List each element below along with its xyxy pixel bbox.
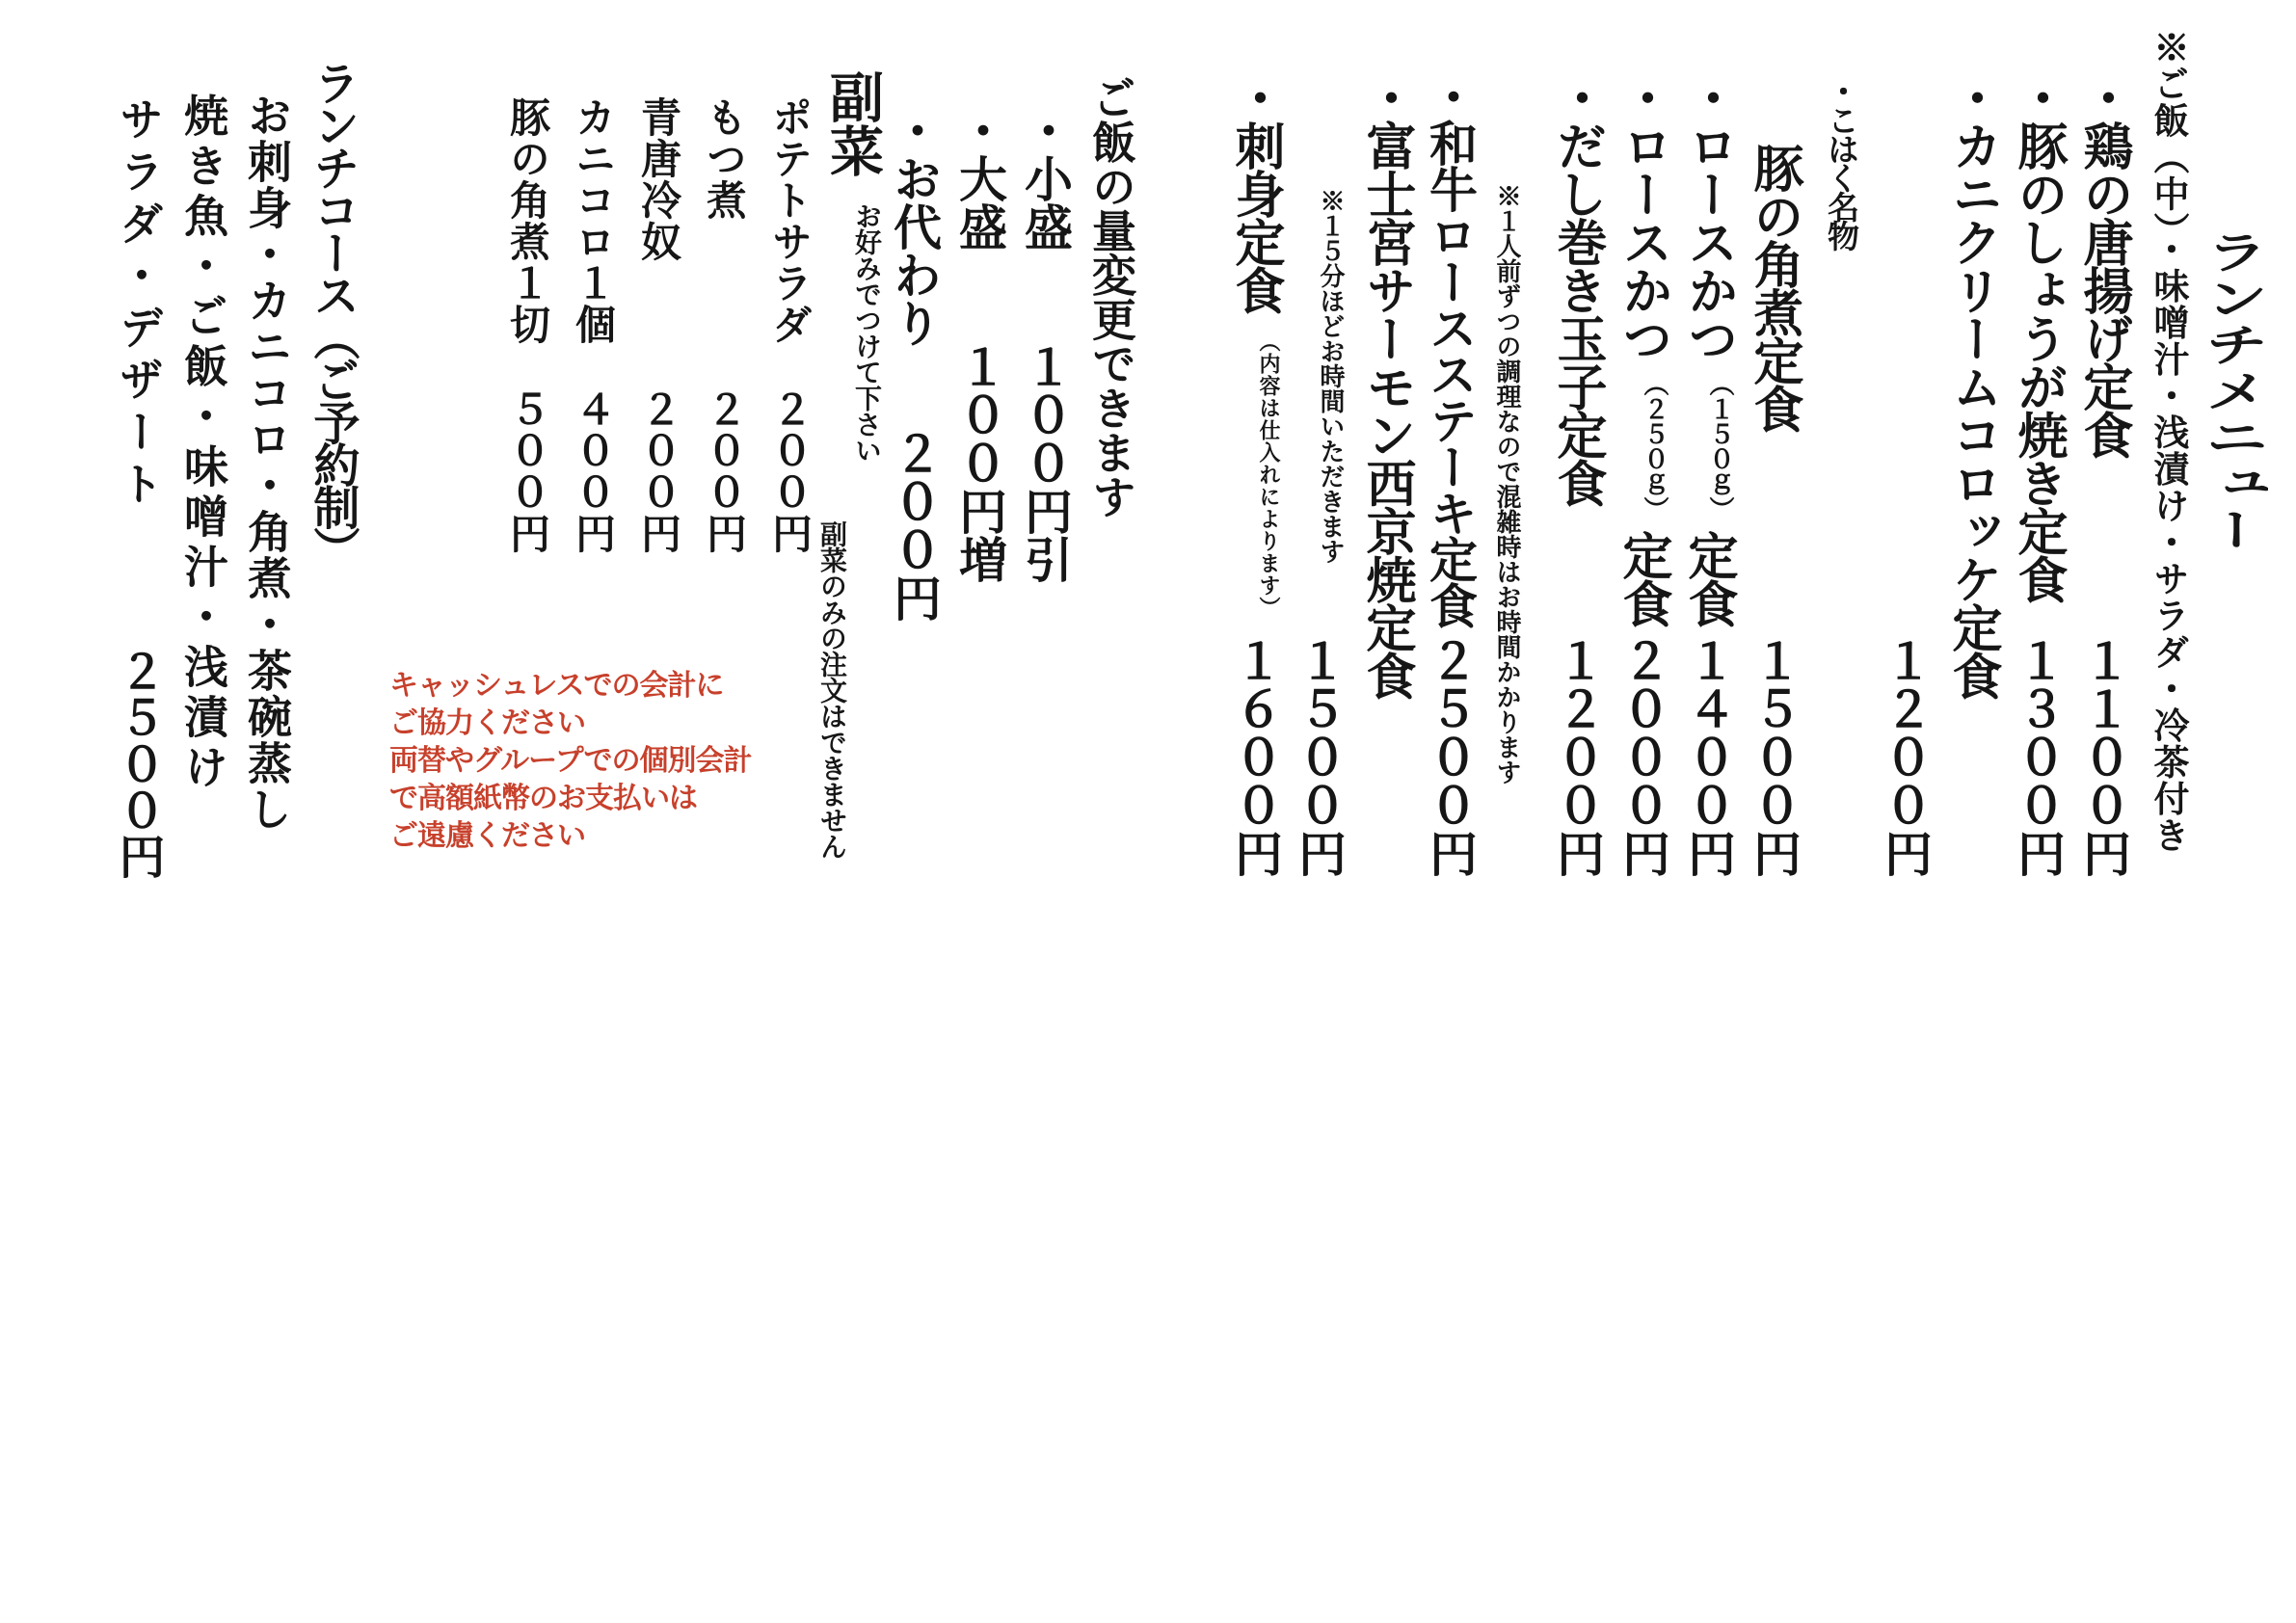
menu-item-loin-katsu-250-suffix: 定食 [1615, 530, 1669, 627]
menu-item-sashimi-note: （内容は仕入れによります） [1257, 331, 1281, 619]
sides-note-line2: 副菜のみの注文はできません [816, 520, 846, 859]
course-contents-line1: お刺身・カニコロ・角煮・茶碗蒸し [242, 93, 291, 833]
rice-option-refill-price: ２００円 [887, 429, 941, 622]
menu-item-karaage [2075, 72, 2130, 877]
menu-item-kakuni-name: 豚の角煮定食 [1746, 143, 1801, 432]
rice-option-small-name: ・小盛 [1018, 106, 1072, 251]
set-includes-note: ※ご飯（中）・味噌汁・浅漬け・サラダ・冷茶付き [2148, 29, 2187, 854]
side-item-potato-salad-price: ２００円 [766, 388, 811, 554]
menu-item-loin-katsu-250-size: （２５０ｇ） [1641, 370, 1669, 521]
menu-item-kakuni-price: １５００円 [1747, 636, 1801, 877]
menu-item-loin-katsu-150 [1680, 72, 1735, 877]
side-item-kakuni-slice [506, 96, 547, 554]
sides-section-header: 副菜 [822, 69, 882, 177]
menu-item-wagyu-steak-price: ２５００円 [1423, 636, 1477, 877]
side-item-aotou-hiyayakko-price: ２００円 [635, 388, 680, 554]
side-item-aotou-hiyayakko [637, 96, 678, 554]
menu-item-loin-katsu-150-suffix: 定食 [1680, 530, 1735, 627]
menu-item-sashimi [1227, 72, 1282, 877]
side-item-motsuni-name: もつ煮 [701, 96, 745, 221]
menu-item-crab-croquette-price: １２００円 [1878, 636, 1932, 877]
menu-item-kakuni [1746, 143, 1801, 877]
cashless-notice-line5: ご遠慮ください [389, 820, 585, 852]
side-item-motsuni [703, 96, 743, 554]
rice-option-small-price: １００円引 [1018, 342, 1072, 583]
cashless-notice-line3: 両替やグループでの個別会計 [389, 745, 752, 777]
menu-item-loin-katsu-150-price: １４００円 [1681, 635, 1735, 877]
menu-item-crab-croquette-name: ・カニクリームコロッケ定食 [1944, 72, 1999, 699]
menu-item-karaage-price: １１００円 [2076, 636, 2130, 877]
side-item-potato-salad [768, 96, 809, 554]
menu-item-loin-katsu-250-price: ２０００円 [1615, 635, 1669, 877]
menu-item-loin-katsu-250-name: ・ロースかつ [1615, 72, 1669, 361]
side-item-potato-salad-name: ポテトサラダ [766, 96, 811, 345]
cashless-notice [389, 667, 752, 855]
course-contents-and-price [112, 96, 163, 879]
menu-item-dashimaki-name: ・だし巻き玉子定食 [1549, 72, 1604, 506]
sides-note-line1: お好みでつけて下さい [851, 202, 881, 463]
side-item-aotou-hiyayakko-name: 青唐冷奴 [635, 96, 680, 262]
course-contents-line2: 焼き魚・ご飯・味噌汁・浅漬け [178, 93, 227, 794]
menu-item-loin-katsu-250 [1616, 72, 1667, 877]
side-item-kanikoro-name: カニコロ１個 [570, 96, 614, 345]
rice-option-refill [887, 106, 941, 622]
page-title: ランチメニュー [2196, 229, 2268, 553]
menu-item-shogayaki-price: １３００円 [2011, 636, 2065, 877]
rice-section-header: ご飯の量変更できます [1086, 75, 1135, 519]
menu-item-sashimi-name: ・刺身定食 [1227, 72, 1282, 313]
menu-item-dashimaki-price: １２００円 [1550, 636, 1604, 877]
cashless-notice-line4: で高額紙幣のお支払いは [389, 783, 697, 814]
menu-item-loin-katsu-150-name: ・ロースかつ [1680, 72, 1735, 361]
preparation-note: ※１人前ずつの調理なので混雑時はお時間かかります [1493, 183, 1521, 785]
side-item-motsuni-price: ２００円 [701, 388, 745, 554]
rice-option-small [1018, 106, 1072, 583]
rice-option-large [952, 106, 1006, 583]
specialty-header: ・こはく名物 [1823, 75, 1857, 249]
course-contents-line3: サラダ・デザート [114, 96, 163, 513]
rice-option-refill-name: ・お代わり [887, 106, 941, 347]
rice-option-large-name: ・大盛 [952, 106, 1006, 251]
menu-item-wagyu-steak-name: ・和牛ロースステーキ定食 [1423, 72, 1477, 627]
menu-item-salmon-saikyo-price: １５００円 [1292, 636, 1346, 877]
side-item-kanikoro-price: ４００円 [570, 388, 614, 554]
course-price: ２５００円 [112, 648, 163, 879]
rice-option-large-price: １００円増 [952, 342, 1006, 583]
salmon-note-and-price [1292, 188, 1346, 877]
cashless-notice-line2: ご協力ください [389, 707, 585, 739]
menu-item-karaage-name: ・鶏の唐揚げ定食 [2075, 72, 2130, 458]
wait-time-note: ※１５分ほどお時間いただきます [1317, 188, 1345, 564]
side-item-kakuni-slice-price: ５００円 [504, 388, 548, 554]
menu-item-dashimaki [1549, 72, 1604, 877]
menu-item-salmon-saikyo-name: ・富士宮サーモン西京焼定食 [1358, 72, 1413, 699]
side-item-kakuni-slice-name: 豚の角煮１切 [504, 96, 548, 345]
side-item-kanikoro [572, 96, 612, 554]
menu-item-wagyu-steak [1423, 72, 1477, 877]
menu-item-shogayaki-name: ・豚のしょうが焼き定食 [2010, 72, 2065, 602]
course-section-header: ランチコース（ご予約制） [307, 60, 358, 569]
menu-item-sashimi-price: １６００円 [1228, 636, 1282, 877]
cashless-notice-line1: キャッシュレスでの会計に [389, 670, 724, 702]
menu-item-shogayaki [2010, 72, 2065, 877]
menu-item-loin-katsu-150-size: （１５０ｇ） [1706, 370, 1734, 521]
